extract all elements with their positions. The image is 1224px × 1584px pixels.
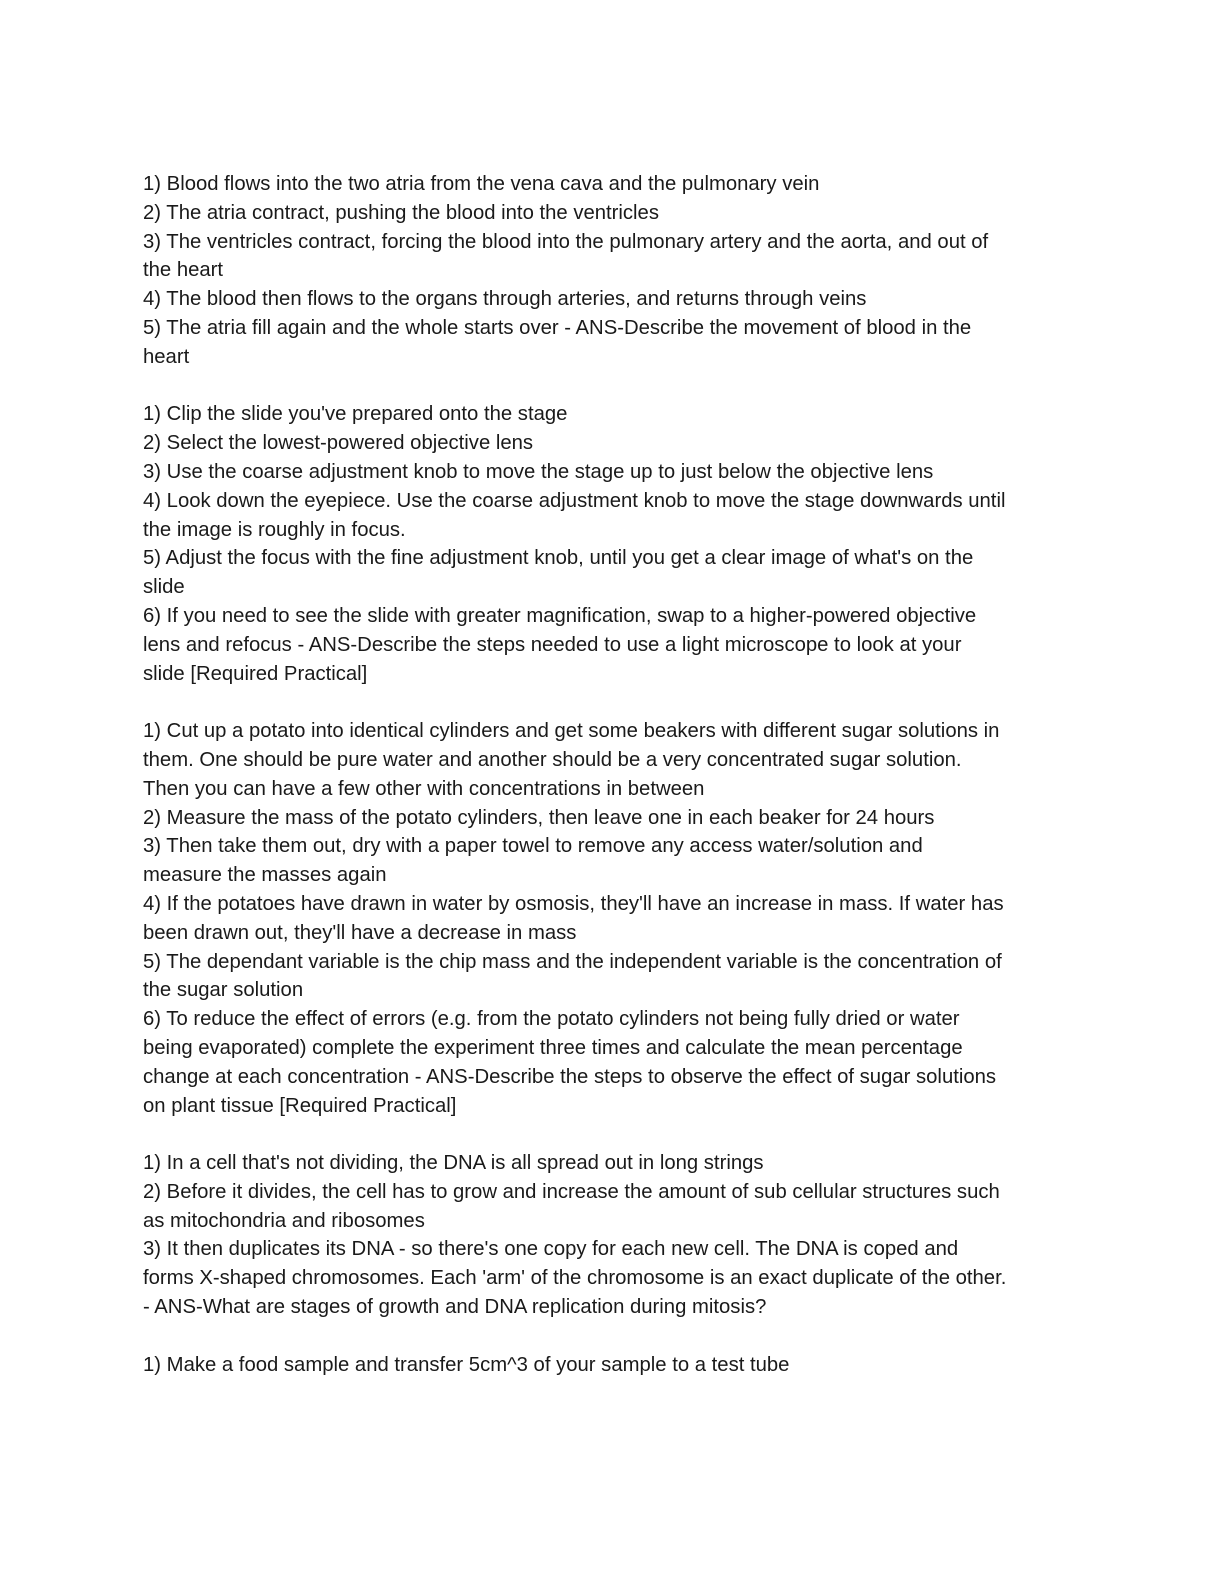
text-line: 2) Measure the mass of the potato cylinders, then leave one in each beaker for 24 hours <box>143 806 935 829</box>
text-line: 5) Adjust the focus with the fine adjustment knob, until you get a clear image of what's on the <box>143 547 974 570</box>
text-line: 5) The atria fill again and the whole starts over - ANS-Describe the movement of blood in the <box>143 316 972 339</box>
text-line: the image is roughly in focus. <box>143 518 406 541</box>
text-line: been drawn out, they'll have a decrease in mass <box>143 921 577 944</box>
qa-block-light-microscope <box>143 400 1083 688</box>
text-line: 2) The atria contract, pushing the blood into the ventricles <box>143 201 659 224</box>
text-line: measure the masses again <box>143 864 387 887</box>
text-line: 6) To reduce the effect of errors (e.g. from the potato cylinders not being fully dried or water <box>143 1008 960 1031</box>
text-line: 3) Use the coarse adjustment knob to move the stage up to just below the objective lens <box>143 460 934 483</box>
text-line: the heart <box>143 259 224 282</box>
text-line: 3) Then take them out, dry with a paper towel to remove any access water/solution and <box>143 835 923 858</box>
text-line: 1) Blood flows into the two atria from the vena cava and the pulmonary vein <box>143 173 820 195</box>
text-line: change at each concentration - ANS-Describe the steps to observe the effect of sugar solutions <box>143 1065 997 1088</box>
text-line: 4) If the potatoes have drawn in water by osmosis, they'll have an increase in mass. If water has <box>143 892 1004 915</box>
text-line: 3) The ventricles contract, forcing the blood into the pulmonary artery and the aorta, and out of <box>143 230 989 253</box>
text-line: them. One should be pure water and another should be a very concentrated sugar solution. <box>143 748 962 771</box>
text-line: 1) In a cell that's not dividing, the DNA is all spread out in long strings <box>143 1152 764 1175</box>
text-line: the sugar solution <box>143 979 304 1002</box>
text-line: as mitochondria and ribosomes <box>143 1209 425 1232</box>
document-body <box>143 170 1083 1408</box>
qa-block-food-test <box>143 1351 1083 1380</box>
text-line: 1) Cut up a potato into identical cylinders and get some beakers with different sugar solutions in <box>143 720 1000 743</box>
text-line: 5) The dependant variable is the chip mass and the independent variable is the concentration of <box>143 950 1002 973</box>
text-line: 2) Before it divides, the cell has to grow and increase the amount of sub cellular structures such <box>143 1180 1000 1203</box>
qa-block-mitosis <box>143 1149 1083 1322</box>
text-line: slide [Required Practical] <box>143 662 368 685</box>
text-line: slide <box>143 576 185 599</box>
text-line: being evaporated) complete the experiment three times and calculate the mean percentage <box>143 1036 963 1059</box>
text-line: 1) Make a food sample and transfer 5cm^3 of your sample to a test tube <box>143 1353 790 1376</box>
text-line: 4) The blood then flows to the organs through arteries, and returns through veins <box>143 288 867 311</box>
text-line: forms X-shaped chromosomes. Each 'arm' of the chromosome is an exact duplicate of the other. <box>143 1267 1007 1290</box>
qa-block-sugar-solutions <box>143 717 1083 1120</box>
text-line: 6) If you need to see the slide with greater magnification, swap to a higher-powered objective <box>143 604 977 627</box>
text-line: on plant tissue [Required Practical] <box>143 1094 457 1117</box>
text-line: 4) Look down the eyepiece. Use the coarse adjustment knob to move the stage downwards until <box>143 489 1006 512</box>
text-line: 3) It then duplicates its DNA - so there's one copy for each new cell. The DNA is coped and <box>143 1238 959 1261</box>
text-line: Then you can have a few other with concentrations in between <box>143 777 705 800</box>
text-line: 1) Clip the slide you've prepared onto the stage <box>143 403 568 426</box>
text-line: heart <box>143 345 190 368</box>
text-line: - ANS-What are stages of growth and DNA replication during mitosis? <box>143 1296 767 1319</box>
text-line: lens and refocus - ANS-Describe the steps needed to use a light microscope to look at your <box>143 633 962 656</box>
qa-block-heart-blood-flow <box>143 170 1083 372</box>
text-line: 2) Select the lowest-powered objective lens <box>143 432 534 455</box>
